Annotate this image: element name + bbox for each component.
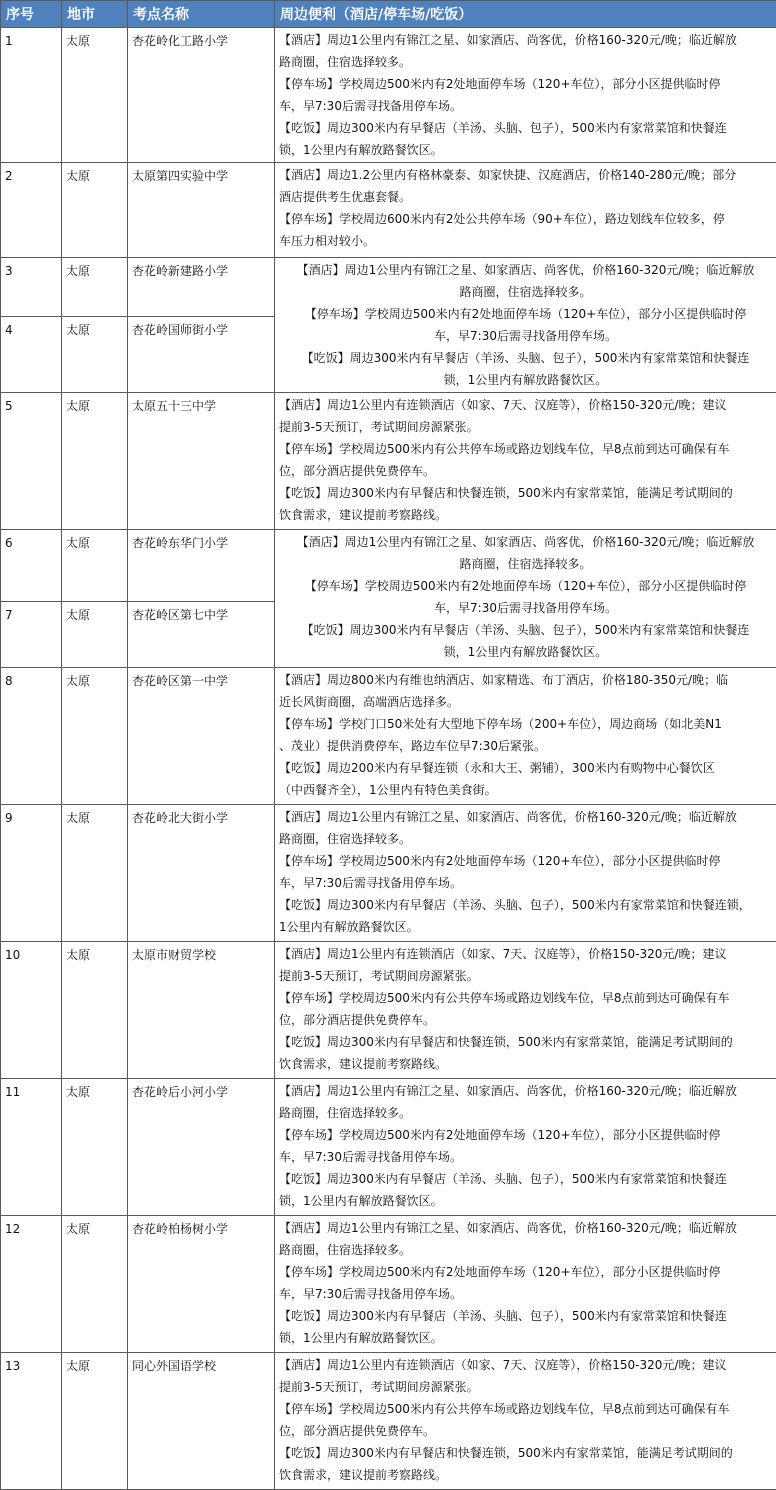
table-row <box>1 1353 776 1490</box>
nearby-text-line: 【吃饭】周边300米内有早餐店（羊汤、头脑、包子），500米内有家常菜馆和快餐连 <box>279 619 772 641</box>
nearby-text-line: 、茂业）提供消费停车，路边车位早7:30后紧张。 <box>279 735 772 757</box>
nearby-text-line: 锁，1公里内有解放路餐饮区。 <box>279 641 772 663</box>
cell-site: 杏花岭后小河小学 <box>128 1079 275 1216</box>
table-row <box>1 942 776 1079</box>
cell-index: 3 <box>1 258 62 317</box>
cell-city: 太原 <box>62 393 128 530</box>
nearby-text-line: 【停车场】学校周边500米内有2处地面停车场（120+车位），部分小区提供临时停 <box>279 73 772 95</box>
nearby-text-line: 【吃饭】周边300米内有早餐店（羊汤、头脑、包子），500米内有家常菜馆和快餐连 <box>279 347 772 369</box>
table-row <box>1 530 776 602</box>
nearby-text-line: 【停车场】学校周边500米内有公共停车场或路边划线车位，早8点前到达可确保有车 <box>279 987 772 1009</box>
nearby-text-line: 【酒店】周边800米内有维也纳酒店、如家精选、布丁酒店，价格180-350元/晚；临 <box>279 669 772 691</box>
cell-index: 6 <box>1 530 62 602</box>
nearby-text-line: 【吃饭】周边300米内有早餐店（羊汤、头脑、包子），500米内有家常菜馆和快餐连锁， <box>279 894 772 916</box>
nearby-text-line: 酒店提供考生优惠套餐。 <box>279 186 772 208</box>
table-row <box>1 28 776 163</box>
cell-nearby <box>275 1216 776 1353</box>
table-row <box>1 393 776 530</box>
cell-site: 杏花岭东华门小学 <box>128 530 275 602</box>
cell-nearby <box>275 163 776 258</box>
nearby-text-line: 车，早7:30后需寻找备用停车场。 <box>279 325 772 347</box>
cell-nearby <box>275 805 776 942</box>
nearby-text-line: 【停车场】学校门口50米处有大型地下停车场（200+车位），周边商场（如北美N1 <box>279 713 772 735</box>
nearby-text-line: 【酒店】周边1公里内有锦江之星、如家酒店、尚客优，价格160-320元/晚；临近解放 <box>279 29 772 51</box>
cell-index: 13 <box>1 1353 62 1490</box>
cell-site: 杏花岭化工路小学 <box>128 28 275 163</box>
cell-city: 太原 <box>62 163 128 258</box>
nearby-text-line: 路商圈，住宿选择较多。 <box>279 553 772 575</box>
cell-city: 太原 <box>62 530 128 602</box>
cell-site: 太原五十三中学 <box>128 393 275 530</box>
cell-index: 7 <box>1 602 62 668</box>
nearby-text-line: 位，部分酒店提供免费停车。 <box>279 1009 772 1031</box>
nearby-text-line: 【酒店】周边1.2公里内有格林豪泰、如家快捷、汉庭酒店，价格140-280元/晚；部分 <box>279 164 772 186</box>
cell-index: 10 <box>1 942 62 1079</box>
nearby-text-line: 路商圈，住宿选择较多。 <box>279 828 772 850</box>
nearby-text-line: 【停车场】学校周边500米内有公共停车场或路边划线车位，早8点前到达可确保有车 <box>279 1398 772 1420</box>
nearby-text-line: 车，早7:30后需寻找备用停车场。 <box>279 872 772 894</box>
nearby-text-line: 【酒店】周边1公里内有锦江之星、如家酒店、尚客优，价格160-320元/晚；临近解放 <box>279 1217 772 1239</box>
nearby-text-line: 位，部分酒店提供免费停车。 <box>279 1420 772 1442</box>
cell-nearby-merged <box>275 258 776 393</box>
cell-index: 12 <box>1 1216 62 1353</box>
cell-site: 杏花岭柏杨树小学 <box>128 1216 275 1353</box>
nearby-text-line: 【酒店】周边1公里内有连锁酒店（如家、7天、汉庭等），价格150-320元/晚；建议 <box>279 1354 772 1376</box>
nearby-text-line: 饮食需求，建议提前考察路线。 <box>279 504 772 526</box>
nearby-text-line: 位，部分酒店提供免费停车。 <box>279 460 772 482</box>
cell-city: 太原 <box>62 805 128 942</box>
nearby-text-line: 饮食需求，建议提前考察路线。 <box>279 1053 772 1075</box>
cell-city: 太原 <box>62 1079 128 1216</box>
header-site: 考点名称 <box>128 1 275 28</box>
nearby-text-line: 车，早7:30后需寻找备用停车场。 <box>279 1283 772 1305</box>
cell-city: 太原 <box>62 317 128 393</box>
cell-nearby <box>275 28 776 163</box>
nearby-text-line: 【停车场】学校周边500米内有公共停车场或路边划线车位，早8点前到达可确保有车 <box>279 438 772 460</box>
table-row <box>1 1216 776 1353</box>
nearby-text-line: 1公里内有解放路餐饮区。 <box>279 916 772 938</box>
nearby-text-line: 【停车场】学校周边500米内有2处地面停车场（120+车位），部分小区提供临时停 <box>279 850 772 872</box>
nearby-text-line: 【吃饭】周边300米内有早餐店（羊汤、头脑、包子），500米内有家常菜馆和快餐连 <box>279 117 772 139</box>
cell-index: 4 <box>1 317 62 393</box>
nearby-text-line: 锁，1公里内有解放路餐饮区。 <box>279 1190 772 1212</box>
nearby-text-line: 提前3-5天预订，考试期间房源紧张。 <box>279 1376 772 1398</box>
nearby-text-line: 【酒店】周边1公里内有锦江之星、如家酒店、尚客优，价格160-320元/晚；临近解放 <box>279 531 772 553</box>
nearby-text-line: 路商圈，住宿选择较多。 <box>279 51 772 73</box>
nearby-text-line: 锁，1公里内有解放路餐饮区。 <box>279 1327 772 1349</box>
nearby-text-line: 【酒店】周边1公里内有连锁酒店（如家、7天、汉庭等），价格150-320元/晚；建议 <box>279 394 772 416</box>
cell-site: 杏花岭北大街小学 <box>128 805 275 942</box>
nearby-text-line: 【吃饭】周边200米内有早餐连锁（永和大王、粥铺），300米内有购物中心餐饮区 <box>279 757 772 779</box>
cell-nearby <box>275 393 776 530</box>
cell-nearby-merged <box>275 530 776 668</box>
header-city: 地市 <box>62 1 128 28</box>
nearby-text-line: 【酒店】周边1公里内有锦江之星、如家酒店、尚客优，价格160-320元/晚；临近解放 <box>279 1080 772 1102</box>
cell-city: 太原 <box>62 1216 128 1353</box>
cell-site: 杏花岭新建路小学 <box>128 258 275 317</box>
nearby-text-line: 【吃饭】周边300米内有早餐店（羊汤、头脑、包子），500米内有家常菜馆和快餐连 <box>279 1168 772 1190</box>
header-nearby: 周边便利（酒店/停车场/吃饭） <box>275 1 776 28</box>
nearby-text-line: 【吃饭】周边300米内有早餐店（羊汤、头脑、包子），500米内有家常菜馆和快餐连 <box>279 1305 772 1327</box>
nearby-text-line: 车，早7:30后需寻找备用停车场。 <box>279 95 772 117</box>
cell-index: 2 <box>1 163 62 258</box>
nearby-text-line: 锁，1公里内有解放路餐饮区。 <box>279 369 772 391</box>
nearby-text-line: 车，早7:30后需寻找备用停车场。 <box>279 597 772 619</box>
nearby-text-line: 【酒店】周边1公里内有连锁酒店（如家、7天、汉庭等），价格150-320元/晚；建议 <box>279 943 772 965</box>
nearby-text-line: 路商圈，住宿选择较多。 <box>279 281 772 303</box>
nearby-text-line: 【酒店】周边1公里内有锦江之星、如家酒店、尚客优，价格160-320元/晚；临近解放 <box>279 259 772 281</box>
nearby-text-line: 提前3-5天预订，考试期间房源紧张。 <box>279 965 772 987</box>
cell-index: 9 <box>1 805 62 942</box>
cell-nearby <box>275 942 776 1079</box>
cell-nearby <box>275 1079 776 1216</box>
table-row <box>1 1079 776 1216</box>
cell-site: 杏花岭国师街小学 <box>128 317 275 393</box>
nearby-text-line: 【停车场】学校周边600米内有2处公共停车场（90+车位），路边划线车位较多，停 <box>279 208 772 230</box>
cell-index: 1 <box>1 28 62 163</box>
cell-city: 太原 <box>62 1353 128 1490</box>
nearby-text-line: 【停车场】学校周边500米内有2处地面停车场（120+车位），部分小区提供临时停 <box>279 575 772 597</box>
cell-city: 太原 <box>62 28 128 163</box>
nearby-text-line: （中西餐齐全），1公里内有特色美食街。 <box>279 779 772 801</box>
cell-index: 5 <box>1 393 62 530</box>
cell-city: 太原 <box>62 602 128 668</box>
nearby-text-line: 锁，1公里内有解放路餐饮区。 <box>279 139 772 161</box>
cell-site: 同心外国语学校 <box>128 1353 275 1490</box>
cell-site: 太原第四实验中学 <box>128 163 275 258</box>
nearby-text-line: 路商圈，住宿选择较多。 <box>279 1239 772 1261</box>
table-row <box>1 163 776 258</box>
nearby-text-line: 【吃饭】周边300米内有早餐店和快餐连锁，500米内有家常菜馆，能满足考试期间的 <box>279 482 772 504</box>
table-row <box>1 805 776 942</box>
header-row <box>1 1 776 28</box>
nearby-text-line: 【停车场】学校周边500米内有2处地面停车场（120+车位），部分小区提供临时停 <box>279 1124 772 1146</box>
cell-index: 11 <box>1 1079 62 1216</box>
nearby-text-line: 近长风街商圈，高端酒店选择多。 <box>279 691 772 713</box>
nearby-text-line: 车，早7:30后需寻找备用停车场。 <box>279 1146 772 1168</box>
nearby-text-line: 【停车场】学校周边500米内有2处地面停车场（120+车位），部分小区提供临时停 <box>279 303 772 325</box>
nearby-text-line: 【吃饭】周边300米内有早餐店和快餐连锁，500米内有家常菜馆，能满足考试期间的 <box>279 1442 772 1464</box>
cell-site: 太原市财贸学校 <box>128 942 275 1079</box>
nearby-text-line: 饮食需求，建议提前考察路线。 <box>279 1464 772 1486</box>
cell-nearby <box>275 1353 776 1490</box>
cell-index: 8 <box>1 668 62 805</box>
nearby-text-line: 【吃饭】周边300米内有早餐店和快餐连锁，500米内有家常菜馆，能满足考试期间的 <box>279 1031 772 1053</box>
cell-site: 杏花岭区第七中学 <box>128 602 275 668</box>
nearby-text-line: 路商圈，住宿选择较多。 <box>279 1102 772 1124</box>
cell-city: 太原 <box>62 258 128 317</box>
cell-city: 太原 <box>62 668 128 805</box>
cell-site: 杏花岭区第一中学 <box>128 668 275 805</box>
nearby-text-line: 车压力相对较小。 <box>279 230 772 252</box>
header-index: 序号 <box>1 1 62 28</box>
nearby-text-line: 【酒店】周边1公里内有锦江之星、如家酒店、尚客优，价格160-320元/晚；临近解放 <box>279 806 772 828</box>
cell-city: 太原 <box>62 942 128 1079</box>
table-row <box>1 258 776 317</box>
table-row <box>1 668 776 805</box>
nearby-text-line: 提前3-5天预订，考试期间房源紧张。 <box>279 416 772 438</box>
nearby-text-line: 【停车场】学校周边500米内有2处地面停车场（120+车位），部分小区提供临时停 <box>279 1261 772 1283</box>
cell-nearby <box>275 668 776 805</box>
